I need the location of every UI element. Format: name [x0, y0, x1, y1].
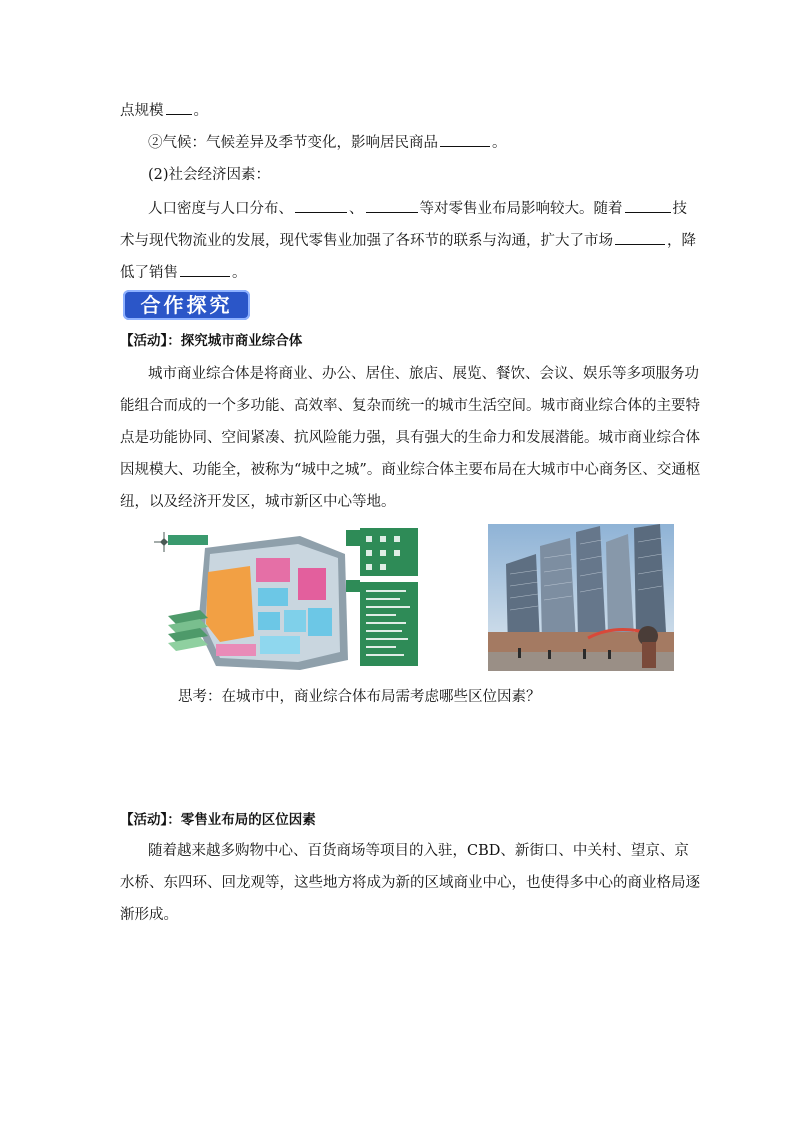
- fill-blank[interactable]: [166, 97, 192, 115]
- fill-blank[interactable]: [366, 195, 418, 213]
- text-span: ②气候：气候差异及季节变化，影响居民商品: [148, 135, 438, 151]
- mall-floor-plan-image: [150, 524, 435, 672]
- text-span: 术与现代物流业的发展，现代零售业加强了各环节的联系与沟通，扩大了市场: [120, 233, 613, 249]
- text-span: 人口密度与人口分布、: [148, 201, 293, 217]
- text-line-5: [120, 226, 696, 256]
- activity-heading-1: 【活动】：探究城市商业综合体: [120, 333, 303, 349]
- text-span: 、: [349, 201, 364, 217]
- fill-blank[interactable]: [440, 129, 490, 147]
- text-line-4: [148, 194, 708, 224]
- text-span: ，降: [667, 233, 696, 249]
- paragraph-line: 渐形成。: [120, 907, 178, 923]
- activity-heading-2: 【活动】：零售业布局的区位因素: [120, 812, 316, 828]
- question-text: 思考：在城市中，商业综合体布局需考虑哪些区位因素？: [178, 689, 541, 705]
- text-span: 等对零售业布局影响较大。随着: [419, 201, 623, 217]
- paragraph-line: 能组合而成的一个多功能、高效率、复杂而统一的城市生活空间。城市商业综合体的主要特: [120, 398, 700, 414]
- paragraph-line: 水桥、东四环、回龙观等，这些地方将成为新的区域商业中心，也使得多中心的商业格局逐: [120, 875, 700, 891]
- text-span: 低了销售: [120, 265, 178, 281]
- paragraph-line: 纽，以及经济开发区，城市新区中心等地。: [120, 494, 396, 510]
- commercial-complex-photo: [488, 524, 674, 671]
- paragraph-line: 随着越来越多购物中心、百货商场等项目的入驻，CBD、新街口、中关村、望京、京: [148, 843, 689, 859]
- fill-blank[interactable]: [615, 227, 665, 245]
- text-line-6: [120, 258, 680, 288]
- section-banner: 合作探究: [123, 290, 250, 320]
- paragraph-line: 城市商业综合体是将商业、办公、居住、旅店、展览、餐饮、会议、娱乐等多项服务功: [148, 366, 699, 382]
- fill-blank[interactable]: [295, 195, 347, 213]
- text-span: 。: [232, 265, 247, 281]
- text-line-3: (2)社会经济因素：: [148, 167, 271, 183]
- paragraph-line: 因规模大、功能全，被称为“城中之城”。商业综合体主要布局在大城市中心商务区、交通枢: [120, 462, 701, 478]
- text-line-1: [120, 96, 680, 126]
- text-span: 。: [492, 135, 507, 151]
- fill-blank[interactable]: [180, 259, 230, 277]
- paragraph-line: 点是功能协同、空间紧凑、抗风险能力强，具有强大的生命力和发展潜能。城市商业综合体: [120, 430, 700, 446]
- text-span: 。: [193, 103, 208, 119]
- text-line-2: [148, 128, 708, 158]
- fill-blank[interactable]: [625, 195, 671, 213]
- text-span: 技: [672, 201, 687, 217]
- text-span: 点规模: [120, 103, 164, 119]
